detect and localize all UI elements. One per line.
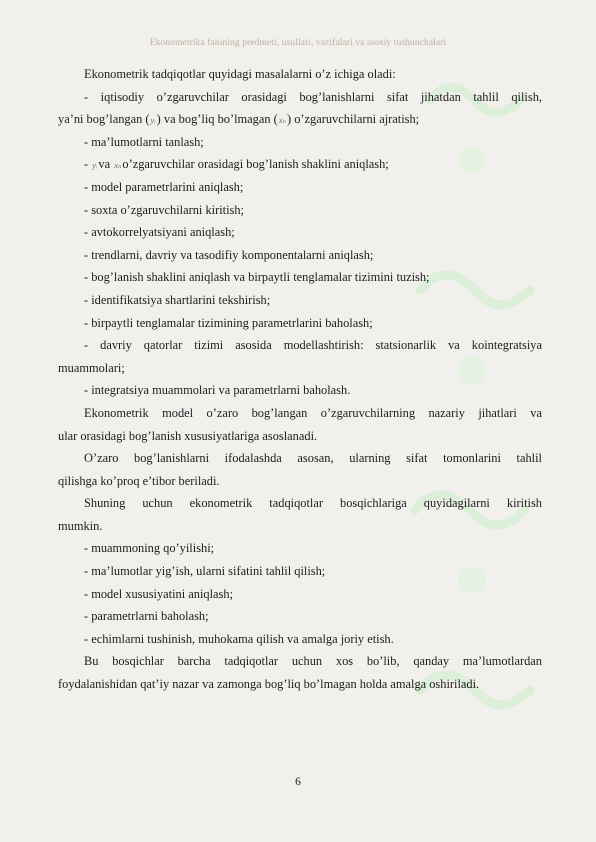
list-item: - davriy qatorlar tizimi asosida modellashtirish: statsionarlik va kointegratsiya [84, 338, 542, 353]
running-header: Ekonometrika fanining predmeti, usullari, vazifalari va asosiy tushunchalari [149, 38, 447, 48]
list-item: - integratsiya muammolari va parametrlarni baholash. [84, 383, 351, 398]
list-item: - soxta o’zgaruvchilarni kiritish; [84, 202, 245, 217]
step-item: - parametrlarni baholash; [84, 609, 209, 624]
list-item: - trendlarni, davriy va tasodifiy komponentalarni aniqlash; [84, 247, 374, 262]
list-item: - birpaytli tenglamalar tizimining parametrlarini baholash; [84, 315, 373, 330]
page-number: 6 [295, 776, 301, 788]
list-item: - ma’lumotlarni tanlash; [84, 134, 204, 149]
step-item: - muammoning qo’yilishi; [84, 541, 215, 556]
list-item-continuation: muammolari; [58, 360, 125, 375]
paragraph-line: Bu bosqichlar barcha tadqiqotlar uchun xos bo’lib, qanday ma’lumotlardan [84, 654, 542, 669]
paragraph-line: ular orasidagi bog’lanish xususiyatlariga asoslanadi. [58, 428, 318, 443]
paragraph-line: foydalanishidan qat’iy nazar va zamonga bog’liq bo’lmagan holda amalga oshiriladi. [58, 677, 480, 692]
list-item: - iqtisodiy o’zgaruvchilar orasidagi bog’lanishlarni sifat jihatdan tahlil qilish, [84, 89, 542, 104]
list-item: - avtokorrelyatsiyani aniqlash; [84, 225, 235, 240]
list-item: - bog’lanish shaklini aniqlash va birpaytli tenglamalar tizimini tuzish; [84, 270, 430, 285]
step-item: - ma’lumotlar yig’ish, ularni sifatini tahlil qilish; [84, 564, 326, 579]
list-item-continuation: ya’ni bog’langan (yᵢ) va bog’liq bo’lmagan (xₙ) o’zgaruvchilarni ajratish; [58, 108, 542, 131]
intro-line: Ekonometrik tadqiqotlar quyidagi masalalarni o’z ichiga oladi: [84, 67, 396, 81]
paragraph-line: mumkin. [58, 518, 103, 533]
step-item: - echimlarni tushinish, muhokama qilish va amalga joriy etish. [84, 631, 394, 646]
variable-y: yᵢ [150, 115, 156, 126]
step-item: - model xususiyatini aniqlash; [84, 586, 234, 601]
list-item: - yᵢva xₙo’zgaruvchilar orasidagi bog’lanish shaklini aniqlash; [58, 153, 542, 176]
variable-y: yᵢ [92, 160, 98, 171]
list-item: - model parametrlarini aniqlash; [84, 179, 244, 194]
variable-x: xₙ [114, 160, 122, 171]
document-body [58, 63, 542, 696]
variable-x: xₙ [278, 115, 286, 126]
paragraph-line: O’zaro bog’lanishlarni ifodalashda asosan, ularning sifat tomonlarini tahlil [84, 451, 542, 466]
paragraph-line: Shuning uchun ekonometrik tadqiqotlar bosqichlariga quyidagilarni kiritish [84, 496, 542, 511]
paragraph-line: qilishga ko’proq e’tibor beriladi. [58, 473, 220, 488]
list-item: - identifikatsiya shartlarini tekshirish; [84, 292, 271, 307]
paragraph-line: Ekonometrik model o’zaro bog’langan o’zgaruvchilarning nazariy jihatlari va [84, 405, 542, 420]
